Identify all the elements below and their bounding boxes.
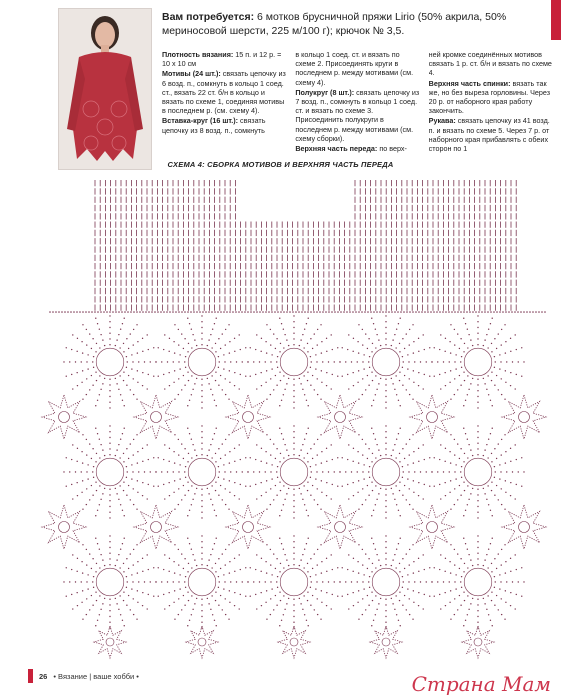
scheme-title: СХЕМА 4: СБОРКА МОТИВОВ И ВЕРХНЯЯ ЧАСТЬ ПЕРЕДА (167, 160, 394, 169)
paragraph: Плотность вязания: 15 п. и 12 р. = 10 х 10 см (162, 50, 282, 69)
star-insert (462, 626, 494, 658)
paragraph: ней кромке соединённых мотивов связать 1 р. ст. б/н и вязать по схеме 4. (428, 50, 552, 78)
instructions-columns (162, 50, 554, 172)
lace-motif (431, 425, 524, 518)
lace-motif (247, 535, 340, 628)
lace-motif (155, 425, 248, 518)
paragraph: Вставка-круг (16 шт.): связать цепочку из 8 возд. п., сомкнуть (162, 116, 266, 135)
lace-motif (63, 315, 156, 408)
footer-accent-bar (28, 669, 33, 683)
star-insert (318, 395, 362, 439)
corner-accent (551, 0, 561, 40)
star-insert (134, 395, 178, 439)
page-footer (28, 669, 139, 683)
star-insert (370, 626, 402, 658)
motif-group (42, 315, 546, 658)
paragraph: Мотивы (24 шт.): связать цепочку из 6 возд. п., сомкнуть в кольцо 1 соед. ст., вязать 22 ст. б/н в кольцо и вязать по схеме 1, соединяя мотивы в последнем р. (см. схему 4). (162, 69, 286, 116)
star-insert (278, 626, 310, 658)
lace-motif (247, 315, 340, 408)
star-insert (502, 395, 546, 439)
paragraph: Рукава: связать цепочку из 41 возд. п. и вязать по схеме 5. Через 7 р. от наборного края прибавлять с обеих сторон по 1 (428, 116, 550, 154)
lace-motif (431, 315, 524, 408)
materials-headline (162, 10, 532, 38)
magazine-name: • Вязание | ваше хобби • (53, 671, 139, 681)
star-insert (226, 505, 270, 549)
materials-label: Вам потребуется: (162, 11, 255, 23)
lace-motif (339, 535, 432, 628)
lace-motif (431, 535, 524, 628)
paragraph: в кольцо 1 соед. ст. и вязать по схеме 2. Присоединять круги в последнем р. между мотивами (см. схему 4). (295, 50, 414, 87)
paragraph: Верхняя часть спинки: вязать так же, но без выреза горловины. Через 20 р. от наборного края работу закончить. (428, 78, 551, 116)
lace-motif (63, 535, 156, 628)
star-insert (410, 505, 454, 549)
model-illustration (59, 9, 151, 169)
site-watermark: Страна Мам (411, 672, 551, 696)
star-insert (94, 626, 126, 658)
instructions-column-3 (429, 50, 554, 172)
star-insert (318, 505, 362, 549)
lace-motif (339, 425, 432, 518)
star-insert (410, 395, 454, 439)
lace-motif (339, 315, 432, 408)
star-insert (134, 505, 178, 549)
star-insert (226, 395, 270, 439)
lace-motif (155, 535, 248, 628)
crochet-assembly-diagram (40, 172, 554, 662)
lace-motif (63, 425, 156, 518)
lace-motif (155, 315, 248, 408)
upper-front-stitch-grid (95, 180, 516, 311)
instructions-column-2 (295, 50, 420, 172)
star-insert (42, 505, 86, 549)
paragraph: Верхняя часть переда: по верх- (295, 144, 407, 154)
star-insert (186, 626, 218, 658)
instructions-column-1 (162, 50, 287, 172)
star-insert (502, 505, 546, 549)
garment-photo (58, 8, 152, 170)
upper-part-edge (49, 311, 546, 313)
paragraph: Полукруг (8 шт.): связать цепочку из 7 возд. п., сомкнуть в кольцо 1 соед. ст. и вязать по схеме 3. Присоединить полукруги в последнем р. между мотивами (см. схему сборки). (295, 87, 420, 143)
materials-text: 6 мотков брусничной пряжи Lirio (50% акрила, 50% мериносовой шерсти, 225 м/100 г); крючок № 3,5. (162, 11, 507, 37)
star-insert (42, 395, 86, 439)
page-number: 26 (39, 671, 48, 681)
lace-motif (247, 425, 340, 518)
